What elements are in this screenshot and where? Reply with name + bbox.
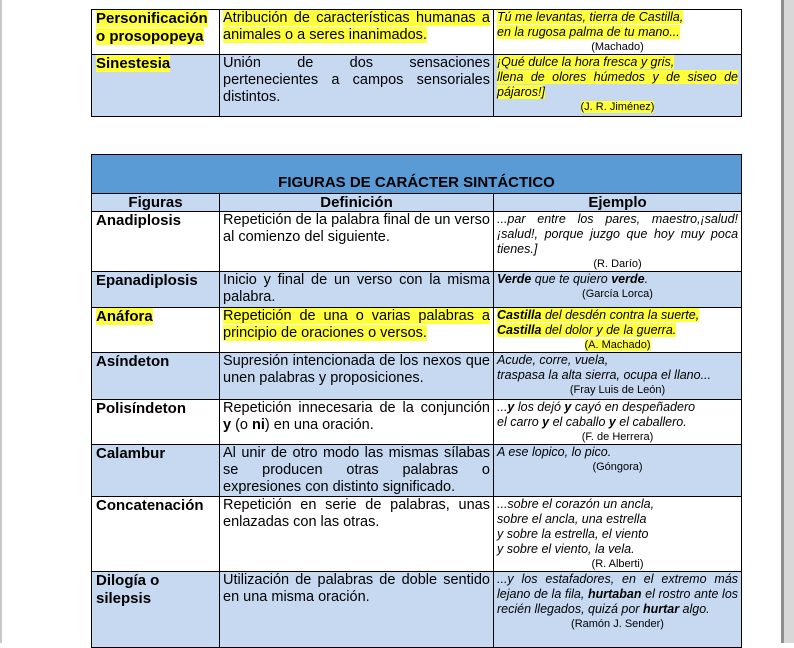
figure-cell: Anadiplosis <box>92 212 220 272</box>
figure-cell: Asíndeton <box>92 353 220 400</box>
example-cell <box>494 55 742 117</box>
header-figuras: Figuras <box>92 194 220 212</box>
example-cell: ...sobre el corazón un ancla, sobre el ancla, una estrella y sobre la estrella, el viento y sobre el viento, la vela. (R. Alberti) <box>494 497 742 572</box>
figure-name-line2: o prosopopeya <box>96 28 204 45</box>
figure-cell: Polisíndeton <box>92 400 220 445</box>
figure-cell: Dilogía o silepsis <box>92 572 220 648</box>
table-header-row <box>92 194 742 212</box>
example-source: (Fray Luis de León) <box>569 384 666 396</box>
header-definicion: Definición <box>220 194 494 212</box>
table-row <box>92 353 742 400</box>
example-text: Verde que te quiero verde. <box>497 272 649 286</box>
figure-cell: Anáfora <box>92 308 220 353</box>
example-cell: A ese lopico, lo pico. (Góngora) <box>494 445 742 497</box>
page-left-edge <box>0 0 2 643</box>
figure-cell: Concatenación <box>92 497 220 572</box>
table-row <box>92 400 742 445</box>
definition-cell: Al unir de otro modo las mismas sílabas se producen otras palabras o expresiones con distinto significado. <box>220 445 494 497</box>
definition-cell <box>220 55 494 117</box>
definition-cell: Inicio y final de un verso con la misma palabra. <box>220 272 494 308</box>
example-line: en la rugosa palma de tu mano... <box>497 25 680 39</box>
syntactic-figures-table <box>91 154 742 648</box>
table-row <box>92 572 742 648</box>
table-row <box>92 308 742 353</box>
viewer-background <box>784 0 794 643</box>
definition-text: Unión de dos sensaciones pertenecientes a campos sensoriales distintos. <box>223 55 490 105</box>
table-row <box>92 445 742 497</box>
table-title-row <box>92 155 742 194</box>
example-line: ¡Qué dulce la hora fresca y gris, <box>497 55 675 69</box>
table-title-cell <box>92 155 742 194</box>
example-source: (Góngora) <box>592 461 643 473</box>
example-source: (A. Machado) <box>584 339 651 351</box>
table-row <box>92 497 742 572</box>
figure-cell <box>92 55 220 117</box>
example-source: (García Lorca) <box>582 288 653 300</box>
example-source: (J. R. Jiménez) <box>580 101 655 113</box>
example-cell: Acude, corre, vuela, traspasa la alta sierra, ocupa el llano... (Fray Luis de León) <box>494 353 742 400</box>
figure-name: Personificación <box>96 10 208 27</box>
definition-cell: Repetición de la palabra final de un verso al comienzo del siguiente. <box>220 212 494 272</box>
table-row <box>92 10 742 55</box>
example-source: (R. Darío) <box>593 258 642 270</box>
definition-text: Atribución de características humanas a animales o a seres inanimados. <box>223 10 490 43</box>
header-ejemplo: Ejemplo <box>494 194 742 212</box>
example-cell <box>494 212 742 272</box>
definition-cell: Utilización de palabras de doble sentido en una misma oración. <box>220 572 494 648</box>
example-source: (Machado) <box>591 41 644 53</box>
example-line: llena de olores húmedos y de siseo de pájaros!] <box>497 70 738 99</box>
example-cell <box>494 572 742 648</box>
figure-name: Sinestesia <box>96 55 171 72</box>
table-row <box>92 272 742 308</box>
example-cell: Castilla del desdén contra la suerte, Castilla del dolor y de la guerra. (A. Machado) <box>494 308 742 353</box>
example-cell: ...y los dejó y cayó en despeñadero el carro y el caballo y el caballero. (F. de Herrera) <box>494 400 742 445</box>
example-cell <box>494 272 742 308</box>
example-source: (Ramón J. Sender) <box>571 618 664 630</box>
definition-cell: Repetición innecesaria de la conjunción y (o ni) en una oración. <box>220 400 494 445</box>
definition-cell <box>220 10 494 55</box>
figure-cell: Epanadiplosis <box>92 272 220 308</box>
example-text: ...par entre los pares, maestro,¡salud! ¡salud!, porque juzgo que hoy muy poca tienes.] <box>497 212 739 256</box>
definition-cell: Supresión intencionada de los nexos que unen palabras y proposiciones. <box>220 353 494 400</box>
figure-cell: Calambur <box>92 445 220 497</box>
example-cell <box>494 10 742 55</box>
example-source: (F. de Herrera) <box>581 431 654 443</box>
figure-cell <box>92 10 220 55</box>
table-row <box>92 212 742 272</box>
semantic-figures-table-continuation <box>91 9 742 117</box>
table-title: FIGURAS DE CARÁCTER SINTÁCTICO <box>278 174 555 191</box>
definition-cell: Repetición en serie de palabras, unas enlazadas con las otras. <box>220 497 494 572</box>
definition-cell: Repetición de una o varias palabras a principio de oraciones o versos. <box>220 308 494 353</box>
example-text: ...y los estafadores, en el extremo más lejano de la fila, hurtaban el rostro ante los recién llegados, quizá por hurtar algo. <box>497 572 739 616</box>
example-source: (R. Alberti) <box>591 558 644 570</box>
table-row <box>92 55 742 117</box>
example-line: Tú me levantas, tierra de Castilla, <box>497 10 684 24</box>
